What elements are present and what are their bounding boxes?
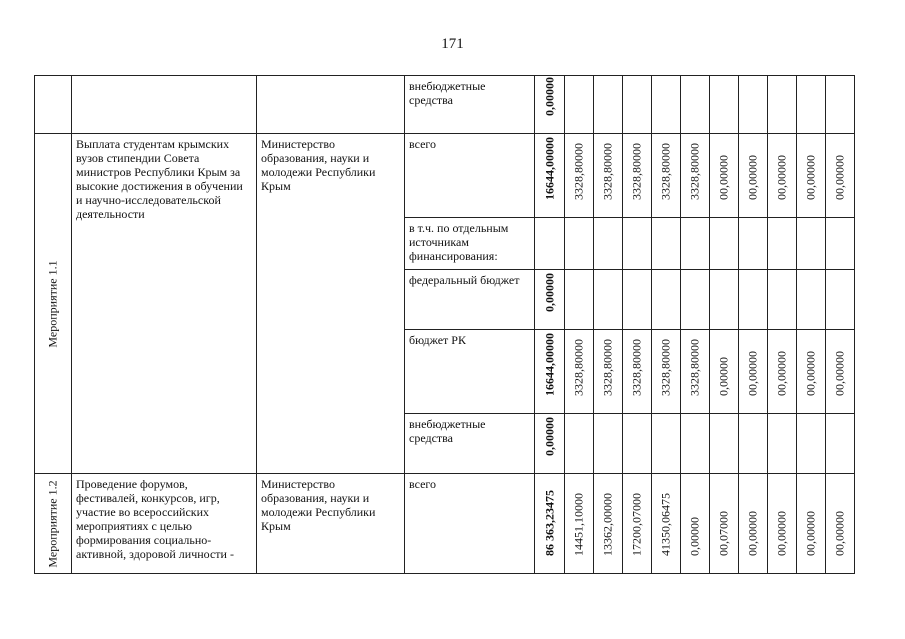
source-cell: всего — [405, 474, 535, 574]
year-cell-4: 3328,80000 — [652, 330, 681, 414]
year-cell-7: 00,00000 — [739, 330, 768, 414]
executor-cell-empty — [257, 76, 405, 134]
activity-label-cell — [35, 134, 72, 474]
year-cell-9 — [797, 414, 826, 474]
source-cell: бюджет РК — [405, 330, 535, 414]
year-cell-3 — [623, 270, 652, 330]
year-cell-8: 00,00000 — [768, 134, 797, 218]
year-cell-9: 00,00000 — [797, 474, 826, 574]
source-cell: федеральный бюджет — [405, 270, 535, 330]
total-cell: 16644,00000 — [535, 330, 565, 414]
total-cell: 0,00000 — [535, 76, 565, 134]
year-cell-4 — [652, 270, 681, 330]
year-cell-6 — [710, 218, 739, 270]
year-cell-2 — [594, 270, 623, 330]
year-cell-6: 00,07000 — [710, 474, 739, 574]
year-cell-1 — [565, 218, 594, 270]
year-cell-6: 00,00000 — [710, 134, 739, 218]
page-number: 171 — [441, 36, 464, 52]
budget-table — [34, 75, 855, 574]
year-cell-9 — [797, 270, 826, 330]
description-cell: Проведение форумов, фестивалей, конкурсов, игр, участие во всероссийских мероприятиях с целью формирования социально-активной, здоровой личности - — [72, 474, 257, 574]
executor-cell: Министерство образования, науки и молодежи Республики Крым — [257, 134, 405, 474]
year-cell-1: 14451,10000 — [565, 474, 594, 574]
year-cell-10 — [826, 270, 855, 330]
description-cell-empty — [72, 76, 257, 134]
year-cell-4: 3328,80000 — [652, 134, 681, 218]
year-cell-1: 3328,80000 — [565, 330, 594, 414]
source-cell: всего — [405, 134, 535, 218]
year-cell-10: 00,00000 — [826, 134, 855, 218]
year-cell-3: 3328,80000 — [623, 134, 652, 218]
year-cell-8 — [768, 270, 797, 330]
year-cell-5 — [681, 270, 710, 330]
year-cell-1 — [565, 414, 594, 474]
year-cell-9: 00,00000 — [797, 330, 826, 414]
year-cell-4 — [652, 218, 681, 270]
activity-label: Мероприятие 1.1 — [45, 259, 60, 348]
source-cell: внебюджетные средства — [405, 414, 535, 474]
year-cell-10: 00,00000 — [826, 474, 855, 574]
activity-cell-empty — [35, 76, 72, 134]
year-cell-8 — [768, 76, 797, 134]
year-cell-7: 00,00000 — [739, 134, 768, 218]
year-cell-3: 17200,07000 — [623, 474, 652, 574]
year-cell-2: 3328,80000 — [594, 330, 623, 414]
year-cell-8 — [768, 218, 797, 270]
executor-cell: Министерство образования, науки и молодежи Республики Крым — [257, 474, 405, 574]
year-cell-8: 00,00000 — [768, 474, 797, 574]
year-cell-3 — [623, 76, 652, 134]
year-cell-7 — [739, 270, 768, 330]
year-cell-10 — [826, 414, 855, 474]
table-row-m11-total — [35, 134, 855, 218]
year-cell-6 — [710, 76, 739, 134]
description-cell: Выплата студентам крымских вузов стипендии Совета министров Республики Крым за высокие достижения в обучении и научно-исследовательской деятельности — [72, 134, 257, 474]
total-cell: 0,00000 — [535, 270, 565, 330]
activity-label: Мероприятие 1.2 — [45, 479, 60, 568]
year-cell-5 — [681, 218, 710, 270]
year-cell-3 — [623, 218, 652, 270]
year-cell-5: 3328,80000 — [681, 330, 710, 414]
year-cell-8: 00,00000 — [768, 330, 797, 414]
year-cell-9 — [797, 218, 826, 270]
total-cell: 16644,00000 — [535, 134, 565, 218]
year-cell-1 — [565, 270, 594, 330]
year-cell-2: 13362,00000 — [594, 474, 623, 574]
year-cell-9 — [797, 76, 826, 134]
year-cell-3: 3328,80000 — [623, 330, 652, 414]
year-cell-1 — [565, 76, 594, 134]
year-cell-6 — [710, 414, 739, 474]
year-cell-10 — [826, 76, 855, 134]
year-cell-1: 3328,80000 — [565, 134, 594, 218]
year-cell-5 — [681, 414, 710, 474]
year-cell-10 — [826, 218, 855, 270]
year-cell-4: 41350,06475 — [652, 474, 681, 574]
year-cell-6 — [710, 270, 739, 330]
total-cell: 86 363,23475 — [535, 474, 565, 574]
year-cell-10: 00,00000 — [826, 330, 855, 414]
year-cell-7 — [739, 218, 768, 270]
total-cell — [535, 218, 565, 270]
year-cell-7 — [739, 76, 768, 134]
year-cell-4 — [652, 414, 681, 474]
year-cell-4 — [652, 76, 681, 134]
source-cell: внебюджетные средства — [405, 76, 535, 134]
year-cell-8 — [768, 414, 797, 474]
source-cell: в т.ч. по отдельным источникам финансирования: — [405, 218, 535, 270]
year-cell-7 — [739, 414, 768, 474]
year-cell-5 — [681, 76, 710, 134]
table-row-m12-total — [35, 474, 855, 574]
year-cell-2 — [594, 218, 623, 270]
table-row-offbudget-continued — [35, 76, 855, 134]
year-cell-2: 3328,80000 — [594, 134, 623, 218]
year-cell-3 — [623, 414, 652, 474]
year-cell-2 — [594, 414, 623, 474]
year-cell-9: 00,00000 — [797, 134, 826, 218]
activity-label-cell — [35, 474, 72, 574]
total-cell: 0,00000 — [535, 414, 565, 474]
year-cell-6: 0,00000 — [710, 330, 739, 414]
year-cell-2 — [594, 76, 623, 134]
year-cell-5: 0,00000 — [681, 474, 710, 574]
year-cell-7: 00,00000 — [739, 474, 768, 574]
year-cell-5: 3328,80000 — [681, 134, 710, 218]
